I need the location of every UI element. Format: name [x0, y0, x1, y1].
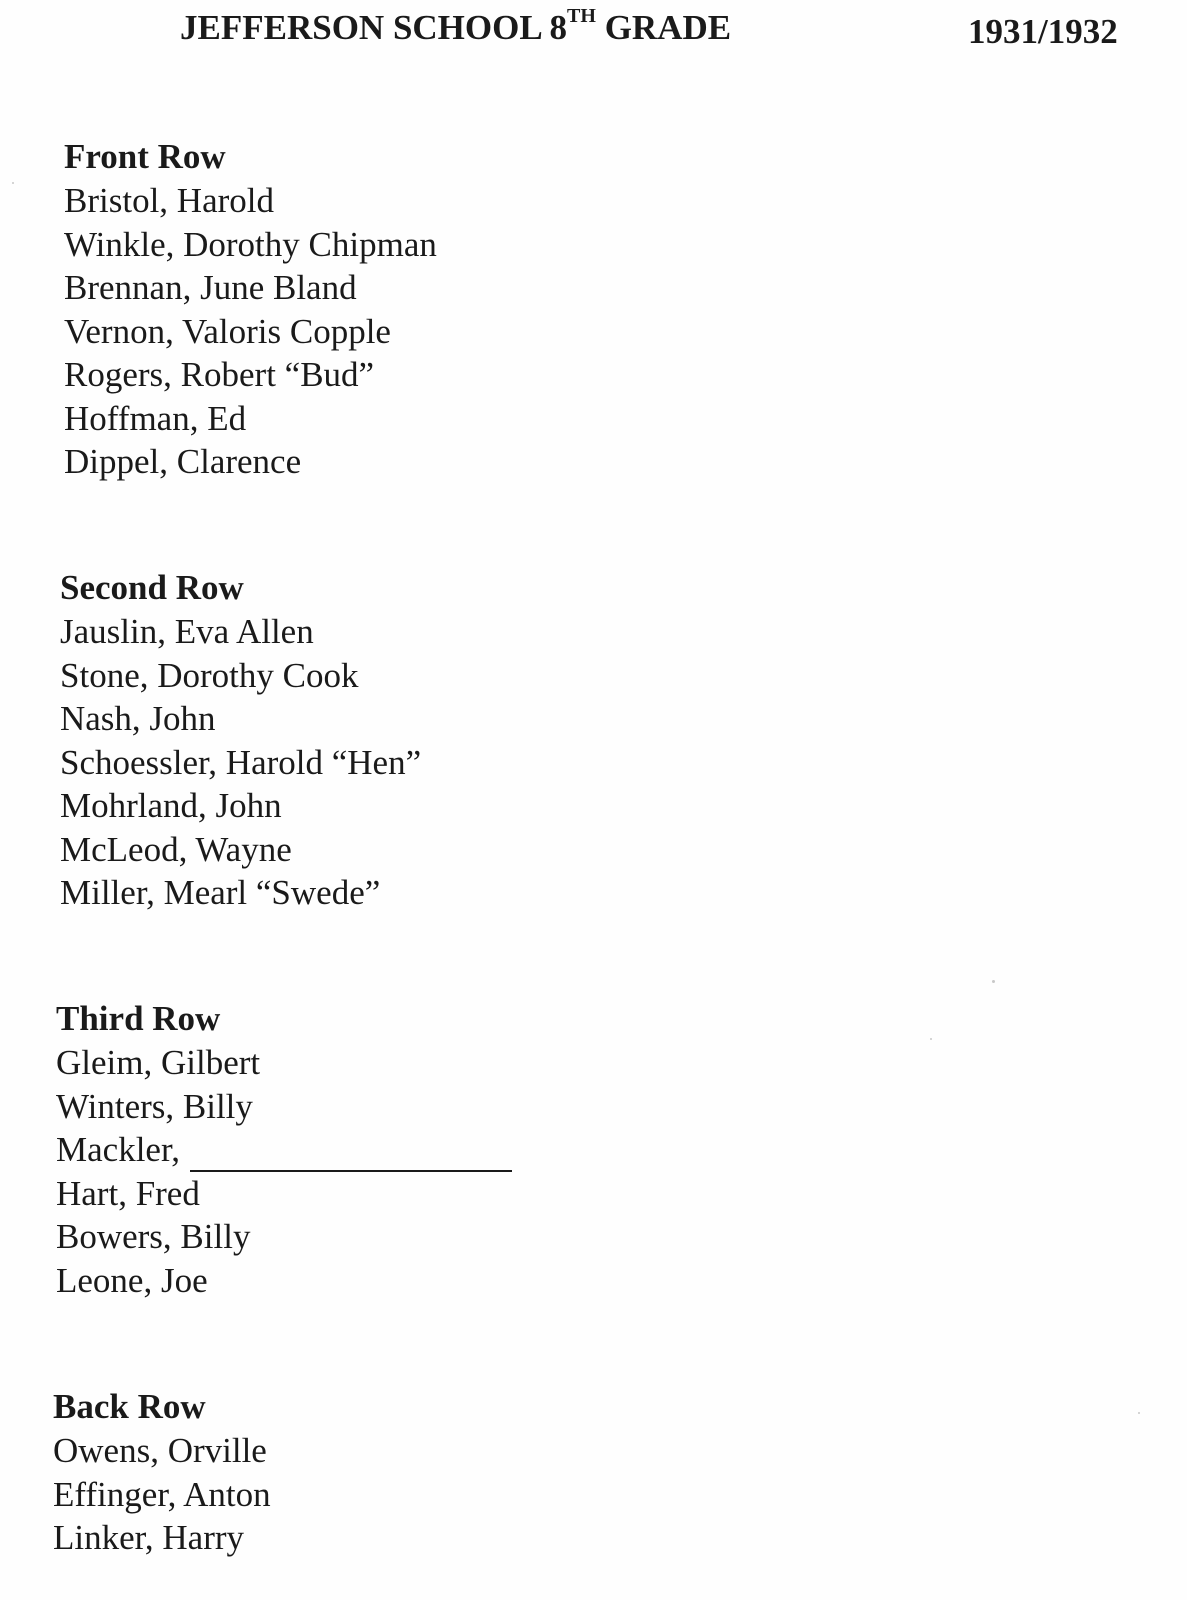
section-heading: Front Row	[64, 137, 226, 176]
student-name: Nash, John	[60, 699, 216, 738]
student-name: McLeod, Wayne	[60, 829, 292, 869]
student-name: Effinger, Anton	[53, 1474, 271, 1514]
student-name: Gleim, Gilbert	[56, 1043, 261, 1082]
scan-speck	[1138, 1412, 1140, 1414]
section-second-row	[60, 566, 421, 915]
student-name: Mackler,	[56, 1130, 180, 1169]
student-name: Winters, Billy	[56, 1086, 253, 1126]
student-name: Miller, Mearl “Swede”	[60, 873, 381, 912]
title-prefix: JEFFERSON SCHOOL 8	[180, 8, 568, 47]
section-back-row	[53, 1385, 271, 1560]
student-name: Rogers, Robert “Bud”	[64, 355, 375, 394]
student-name: Bristol, Harold	[64, 181, 274, 220]
student-name: Leone, Joe	[56, 1260, 208, 1300]
student-name: Mohrland, John	[60, 786, 282, 825]
blank-name-line	[190, 1140, 512, 1172]
scan-speck	[930, 1038, 932, 1040]
section-third-row	[56, 997, 512, 1302]
student-name: Jauslin, Eva Allen	[60, 612, 314, 651]
section-heading: Second Row	[60, 568, 244, 607]
scan-speck	[992, 980, 995, 983]
student-name: Dippel, Clarence	[64, 442, 302, 481]
title-superscript: TH	[567, 5, 596, 28]
title-suffix: GRADE	[595, 8, 732, 47]
student-name: Schoessler, Harold “Hen”	[60, 742, 422, 782]
student-name: Hoffman, Ed	[64, 398, 247, 438]
student-name: Hart, Fred	[56, 1173, 200, 1213]
section-front-row	[64, 135, 437, 484]
student-name: Winkle, Dorothy Chipman	[64, 224, 437, 264]
student-name: Owens, Orville	[53, 1431, 267, 1470]
student-name: Stone, Dorothy Cook	[60, 655, 359, 695]
student-name: Vernon, Valoris Copple	[64, 311, 391, 351]
section-heading: Back Row	[53, 1387, 206, 1426]
student-name-with-blank	[56, 1128, 512, 1172]
student-name: Brennan, June Bland	[64, 268, 357, 307]
section-heading: Third Row	[56, 999, 221, 1038]
student-name: Linker, Harry	[53, 1518, 245, 1557]
scan-speck	[12, 182, 14, 184]
page-title	[180, 5, 732, 48]
student-name: Bowers, Billy	[56, 1217, 251, 1256]
school-year: 1931/1932	[968, 12, 1118, 51]
